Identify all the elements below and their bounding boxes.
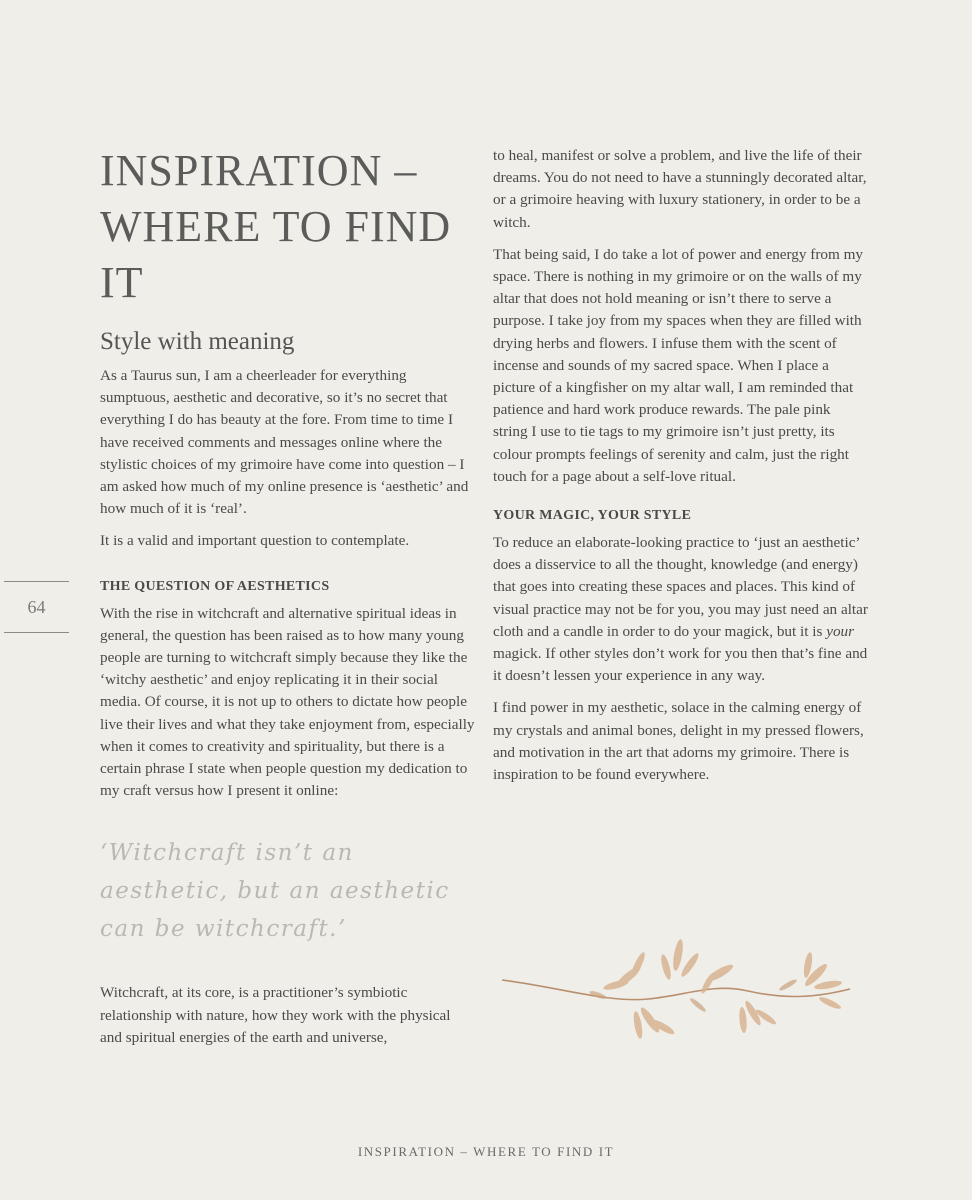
style-text-after: magick. If other styles don’t work for you then that’s fine and it doesn’t lessen your experience in any way. xyxy=(493,645,868,685)
running-footer: INSPIRATION – WHERE TO FIND IT xyxy=(357,1144,615,1159)
style-text-before: To reduce an elaborate-looking practice to ‘just an aesthetic’ does a disservice to all the thought, knowledge (and energy) that goes into creating these spaces and places. This kind of visual practice may not be for you, you may just need an altar cloth and a candle in order to do your magick, but it is xyxy=(493,534,868,640)
right-column xyxy=(493,145,868,796)
pressed-flower-sprig-icon xyxy=(498,925,858,1065)
closing-paragraph: Witchcraft, at its core, is a practitioner’s symbiotic relationship with nature, how they work with the physical and spiritual energies of the earth and universe, xyxy=(100,984,451,1046)
page-number: 64 xyxy=(4,581,69,633)
subtitle: Style with meaning xyxy=(100,328,295,355)
left-column xyxy=(100,143,476,1059)
aesthetics-paragraph: With the rise in witchcraft and alternative spiritual ideas in general, the question has been raised as to how many young people are turning to witchcraft simply because they like the ‘witchy aesthetic’ and enjoy replicating it in their social media. Of course, it is not up to others to dictate how people live their lives and what they take enjoyment from, especially when it comes to creativity and spirituality, but there is a certain phrase I state when people question my dedication to my craft versus how I present it online: xyxy=(100,604,475,800)
final-paragraph: I find power in my aesthetic, solace in the calming energy of my crystals and animal bones, delight in my pressed flowers, and motivation in the art that adorns my grimoire. There is inspiration to be found everywhere. xyxy=(493,699,864,784)
style-paragraph xyxy=(493,532,868,687)
section-heading-aesthetics: THE QUESTION OF AESTHETICS xyxy=(100,578,330,594)
section-heading-style: YOUR MAGIC, YOUR STYLE xyxy=(493,508,692,524)
intro-paragraph: It is a valid and important question to contemplate. xyxy=(100,532,410,550)
body-paragraph: to heal, manifest or solve a problem, and live the life of their dreams. You do not need to have a stunningly decorated altar, or a grimoire heaving with luxury stationery, in order to be a witch. xyxy=(493,147,867,231)
body-paragraph: That being said, I do take a lot of power and energy from my space. There is nothing in my grimoire or on the walls of my altar that does not hold meaning or isn’t there to serve a purpose. I take joy from my spaces when they are filled with drying herbs and flowers. I infuse them with the scent of incense and sounds of my sacred space. When I place a picture of a kingfisher on my altar wall, I am reminded that patience and hard work produce rewards. The pale pink string I use to tie tags to my grimoire isn’t just pretty, its colour prompts feelings of serenity and calm, just the right touch for a page about a self-love ritual. xyxy=(493,245,864,485)
style-text-emphasis: your xyxy=(826,622,855,640)
intro-paragraph: As a Taurus sun, I am a cheerleader for everything sumptuous, aesthetic and decorative, so it’s no secret that everything I do has beauty at the fore. From time to time I have received comments and messages online where the stylistic choices of my grimoire have come into question – I am asked how much of my online presence is ‘aesthetic’ and how much of it is ‘real’. xyxy=(100,367,469,518)
pull-quote: ‘Witchcraft isn’t an aesthetic, but an aesthetic can be witchcraft.’ xyxy=(100,840,450,943)
page-title: INSPIRATION – WHERE TO FIND IT xyxy=(100,146,452,307)
